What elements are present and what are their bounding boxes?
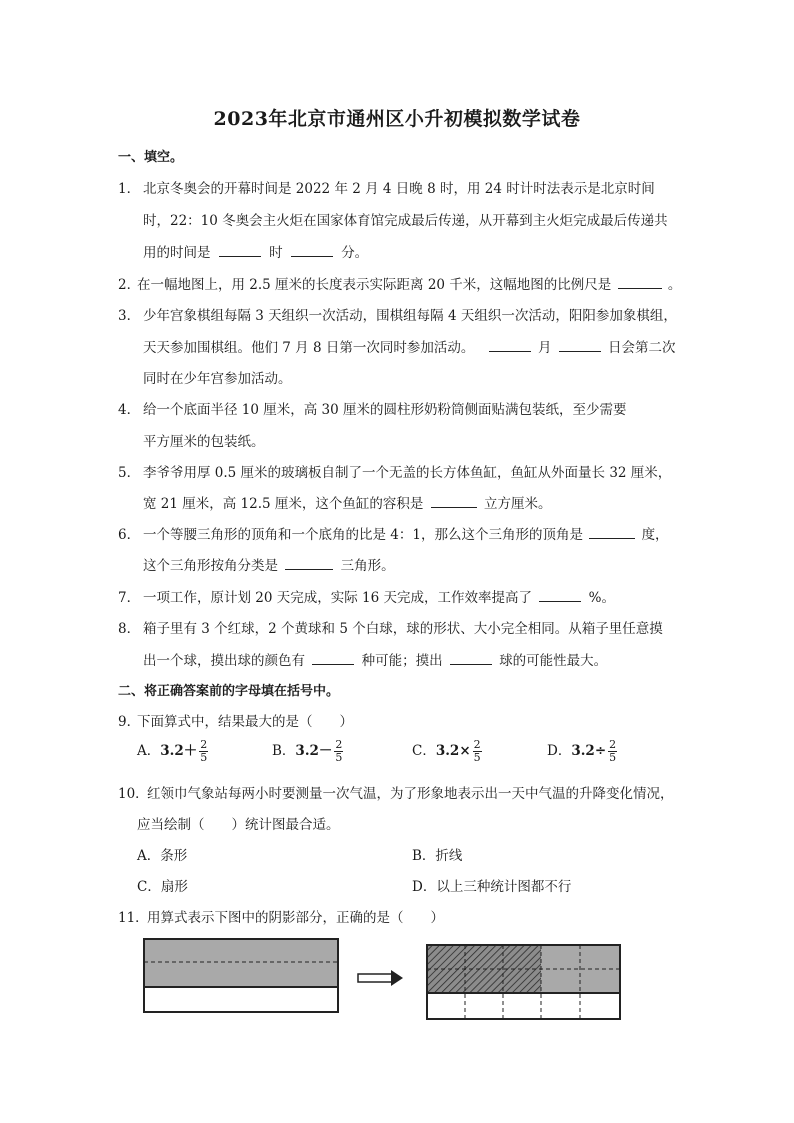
numerator: 2 [335, 738, 343, 751]
section-choice-heading: 二、将正确答案前的字母填在括号中。 [118, 684, 340, 699]
choice-option-a[interactable]: A．条形 [137, 848, 188, 864]
answer-blank[interactable] [291, 244, 333, 257]
question-text: 立方厘米。 [484, 496, 552, 512]
question-text: 给一个底面半径 10 厘米，高 30 厘米的圆柱形奶粉筒侧面贴满包装纸，至少需要 [143, 402, 627, 418]
question-text: 一项工作，原计划 20 天完成，实际 16 天完成，工作效率提高了 [143, 590, 533, 606]
choice-option-b[interactable] [272, 739, 343, 764]
denominator: 5 [473, 751, 481, 764]
fraction [334, 739, 343, 764]
question-text: 在一幅地图上，用 2.5 厘米的长度表示实际距离 20 千米，这幅地图的比例尺是 [137, 277, 612, 293]
question-number: 11． [118, 910, 149, 926]
choice-option-b[interactable]: B．折线 [412, 848, 463, 864]
question-number: 3． [118, 308, 141, 324]
question-text: 平方厘米的包装纸。 [143, 434, 265, 450]
question-number: 9． [118, 714, 141, 730]
option-label: C． [412, 743, 436, 759]
question-text: 李爷爷用厚 0.5 厘米的玻璃板自制了一个无盖的长方体鱼缸，鱼缸从外面量长 32 厘米， [143, 465, 672, 481]
answer-blank[interactable] [431, 495, 477, 508]
question-number: 2． [118, 277, 141, 293]
question-text: 少年宫象棋组每隔 3 天组织一次活动，围棋组每隔 4 天组织一次活动，阳阳参加象棋组， [143, 308, 677, 324]
question-text: 应当绘制（ ）统计图最合适。 [137, 817, 340, 833]
question-text: 时 [269, 245, 283, 261]
choice-option-c[interactable] [412, 739, 482, 764]
question-text: 。 [667, 277, 682, 293]
question-text: 天天参加围棋组。他们 7 月 8 日第一次同时参加活动。 [143, 340, 475, 356]
question-number: 10． [118, 786, 149, 802]
question-number: 4． [118, 402, 141, 418]
question-text: 同时在少年宫参加活动。 [143, 371, 292, 387]
arrow-right-icon [357, 968, 405, 988]
question-number: 8． [118, 621, 141, 637]
question-text: 度， [641, 527, 669, 543]
answer-blank[interactable] [312, 652, 354, 665]
option-expression: 3.2＋ [160, 743, 198, 759]
choice-option-a[interactable] [137, 739, 208, 764]
question-text: 宽 21 厘米，高 12.5 厘米，这个鱼缸的容积是 [143, 496, 424, 512]
question-text: 箱子里有 3 个红球，2 个黄球和 5 个白球，球的形状、大小完全相同。从箱子里任意摸 [143, 621, 663, 637]
option-expression: 3.2－ [295, 743, 333, 759]
option-label: B． [272, 743, 296, 759]
fraction-diagram-result [426, 944, 622, 1022]
denominator: 5 [609, 751, 617, 764]
answer-blank[interactable] [489, 339, 531, 352]
unshaded-region [144, 987, 338, 1012]
question-text: 日会第二次 [608, 340, 676, 356]
choice-option-c[interactable]: C．扇形 [137, 879, 188, 895]
answer-blank[interactable] [539, 589, 581, 602]
denominator: 5 [335, 751, 343, 764]
question-number: 1． [118, 181, 141, 197]
option-label: D． [547, 743, 572, 759]
choice-option-d[interactable]: D．以上三种统计图都不行 [412, 879, 572, 895]
question-text: 用的时间是 [143, 245, 211, 261]
question-text: 球的可能性最大。 [499, 653, 608, 669]
numerator: 2 [473, 738, 481, 751]
page-title: 2023年北京市通州区小升初模拟数学试卷 [213, 108, 581, 130]
question-text: 出一个球，摸出球的颜色有 [143, 653, 305, 669]
option-expression: 3.2÷ [571, 743, 607, 759]
question-text: 北京冬奥会的开幕时间是 2022 年 2 月 4 日晚 8 时，用 24 时计时法表示是北京时间 [143, 181, 655, 197]
fraction [199, 739, 208, 764]
answer-blank[interactable] [618, 276, 662, 289]
question-text: 分。 [341, 245, 369, 261]
answer-blank[interactable] [559, 339, 601, 352]
question-text: 时，22：10 冬奥会主火炬在国家体育馆完成最后传递，从开幕到主火炬完成最后传递共 [143, 213, 668, 229]
answer-blank[interactable] [285, 557, 333, 570]
numerator: 2 [609, 738, 617, 751]
question-text: 用算式表示下图中的阴影部分，正确的是（ ） [147, 910, 444, 926]
answer-blank[interactable] [219, 244, 261, 257]
question-text: 红领巾气象站每两小时要测量一次气温，为了形象地表示出一天中气温的升降变化情况， [147, 786, 674, 802]
question-text: 一个等腰三角形的顶角和一个底角的比是 4：1，那么这个三角形的顶角是 [143, 527, 583, 543]
option-expression: 3.2× [435, 743, 471, 759]
question-number: 7． [118, 590, 141, 606]
question-text: 下面算式中，结果最大的是（ ） [137, 714, 353, 730]
question-text: %。 [588, 590, 615, 606]
answer-blank[interactable] [450, 652, 492, 665]
question-text: 三角形。 [340, 558, 395, 574]
numerator: 2 [200, 738, 208, 751]
fraction-diagram-original [143, 938, 339, 1014]
question-text: 月 [537, 340, 552, 356]
question-text: 种可能；摸出 [361, 653, 443, 669]
option-label: A． [137, 743, 161, 759]
shaded-region [144, 939, 338, 987]
choice-option-d[interactable] [547, 739, 617, 764]
question-number: 5． [118, 465, 141, 481]
answer-blank[interactable] [589, 526, 635, 539]
fraction [473, 739, 482, 764]
section-fill-in-heading: 一、填空。 [118, 150, 184, 165]
denominator: 5 [200, 751, 208, 764]
fraction [608, 739, 617, 764]
question-number: 6． [118, 527, 141, 543]
question-text: 这个三角形按角分类是 [143, 558, 278, 574]
